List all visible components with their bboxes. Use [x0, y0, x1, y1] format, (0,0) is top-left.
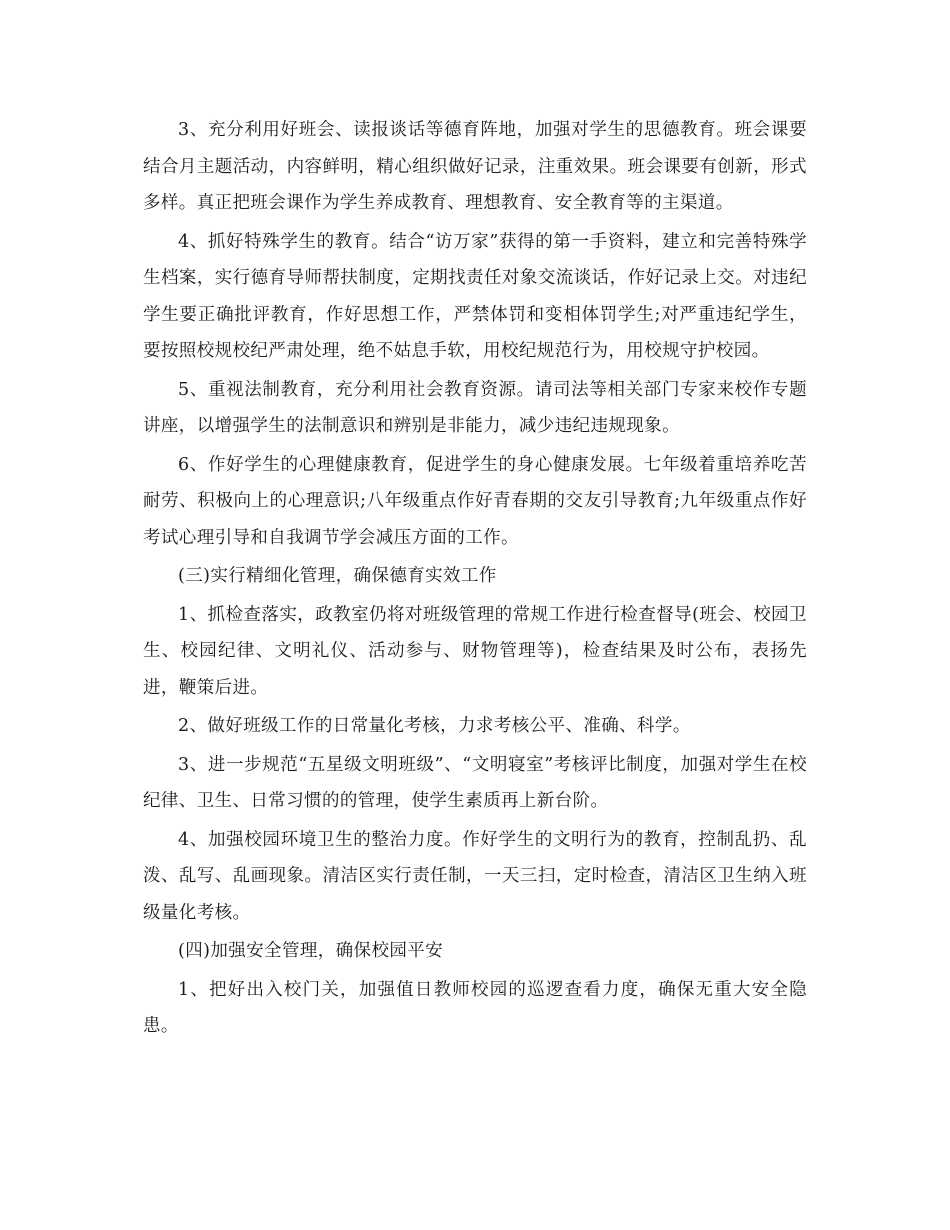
document-body [143, 112, 807, 1047]
paragraph-item-3-five-star-class: 3、进一步规范“五星级文明班级”、“文明寝室”考核评比制度，加强对学生在校纪律、卫生、日常习惯的的管理，使学生素质再上新台阶。 [143, 754, 807, 811]
paragraph-item-1-gate-safety: 1、把好出入校门关，加强值日教师校园的巡逻查看力度，确保无重大安全隐患。 [143, 979, 807, 1036]
paragraph-item-5-legal-education: 5、重视法制教育，充分利用社会教育资源。请司法等相关部门专家来校作专题讲座，以增强学生的法制意识和辨别是非能力，减少违纪违规现象。 [143, 379, 807, 436]
paragraph-item-1-inspection: 1、抓检查落实，政教室仍将对班级管理的常规工作进行检查督导(班会、校园卫生、校园纪律、文明礼仪、活动参与、财物管理等)，检查结果及时公布，表扬先进，鞭策后进。 [143, 604, 807, 698]
paragraph-item-6-mental-health: 6、作好学生的心理健康教育，促进学生的身心健康发展。七年级着重培养吃苦耐劳、积极向上的心理意识;八年级重点作好青春期的交友引导教育;九年级重点作好考试心理引导和自我调节学会减压方面的工作。 [143, 454, 807, 548]
paragraph-item-4-campus-hygiene: 4、加强校园环境卫生的整治力度。作好学生的文明行为的教育，控制乱扔、乱泼、乱写、乱画现象。清洁区实行责任制，一天三扫，定时检查，清洁区卫生纳入班级量化考核。 [143, 829, 807, 923]
section-heading-4: (四)加强安全管理，确保校园平安 [178, 941, 444, 961]
paragraph-item-3-class-meeting: 3、充分利用好班会、读报谈话等德育阵地，加强对学生的思德教育。班会课要结合月主题活动，内容鲜明，精心组织做好记录，注重效果。班会课要有创新，形式多样。真正把班会课作为学生养成教育、理想教育、安全教育等的主渠道。 [143, 120, 807, 213]
paragraph-item-2-quantified-assessment: 2、做好班级工作的日常量化考核，力求考核公平、准确、科学。 [178, 716, 691, 736]
paragraph-item-4-special-students: 4、抓好特殊学生的教育。结合“访万家”获得的第一手资料，建立和完善特殊学生档案，实行德育导师帮扶制度，定期找责任对象交流谈话，作好记录上交。对违纪学生要正确批评教育，作好思想工作，严禁体罚和变相体罚学生;对严重违纪学生，要按照校规校纪严肃处理，绝不姑息手软，用校纪规范行为，用校规守护校园。 [143, 231, 807, 361]
section-heading-3: (三)实行精细化管理，确保德育实效工作 [178, 566, 497, 586]
